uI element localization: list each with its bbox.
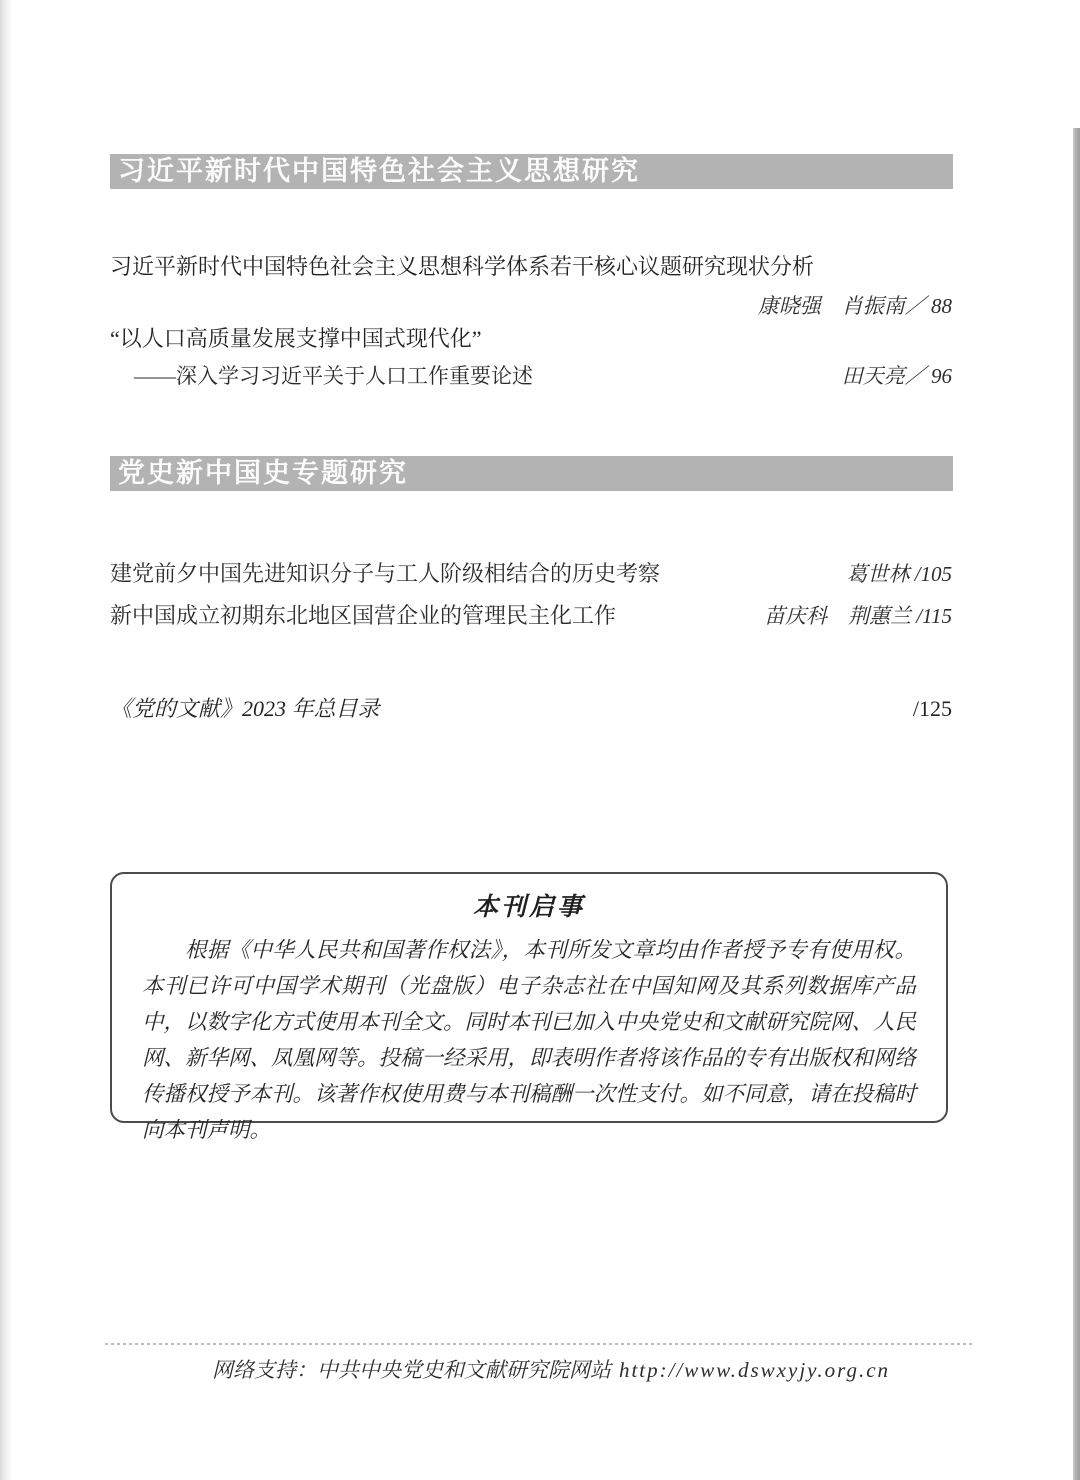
page-right-edge-shadow xyxy=(1073,128,1080,1480)
article-authors-page-number: 葛世林 /105 xyxy=(846,562,952,586)
article-authors-page-number: 苗庆科 荆蕙兰 /115 xyxy=(763,604,952,628)
article-title-population-modernization: “以人口高质量发展支撑中国式现代化” xyxy=(110,326,482,351)
footer-dotted-divider xyxy=(105,1343,973,1345)
article-authors-page-number: 康晓强 肖振南／ 88 xyxy=(757,294,952,318)
footer-support-line xyxy=(130,1354,972,1384)
page-left-edge-shadow xyxy=(0,0,11,1480)
article-row xyxy=(110,599,952,630)
article-subtitle: ——深入学习习近平关于人口工作重要论述 xyxy=(134,364,533,388)
section-banner-party-history: 党史新中国史专题研究 xyxy=(110,456,953,491)
annual-catalog-row xyxy=(110,692,952,723)
article-authors-page-number: 田天亮／ 96 xyxy=(841,364,952,388)
notice-title: 本刊启事 xyxy=(472,894,585,921)
footer-website-url: http://www.dswxyjy.org.cn xyxy=(618,1358,891,1382)
article-row xyxy=(110,557,952,588)
article-title-core-issues-analysis: 习近平新时代中国特色社会主义思想科学体系若干核心议题研究现状分析 xyxy=(110,254,815,279)
section-banner-xi-jinping-thought: 习近平新时代中国特色社会主义思想研究 xyxy=(110,154,953,189)
annual-catalog-title: 《党的文献》2023 年总目录 xyxy=(110,696,380,721)
notice-body-text: 根据《中华人民共和国著作权法》，本刊所发文章均由作者授予专有使用权。本刊已许可中国学术期刊（光盘版）电子杂志社在中国知网及其系列数据库产品中，以数字化方式使用本刊全文。同时本刊已加入中央党史和文献研究院网、人民网、新华网、凤凰网等。投稿一经采用，即表明作者将该作品的专有出版权和网络传播权授予本刊。该著作权使用费与本刊稿酬一次性支付。如不同意，请在投稿时向本刊声明。 xyxy=(142,938,917,1142)
article-subtitle-row xyxy=(110,360,952,390)
article-title-intellectuals-workers: 建党前夕中国先进知识分子与工人阶级相结合的历史考察 xyxy=(110,561,661,586)
journal-notice-box xyxy=(110,872,948,1142)
footer-support-text: 网络支持：中共中央党史和文献研究院网站 xyxy=(211,1358,611,1382)
annual-catalog-page-number: /125 xyxy=(912,696,952,721)
article-title-northeast-enterprises: 新中国成立初期东北地区国营企业的管理民主化工作 xyxy=(110,603,617,628)
